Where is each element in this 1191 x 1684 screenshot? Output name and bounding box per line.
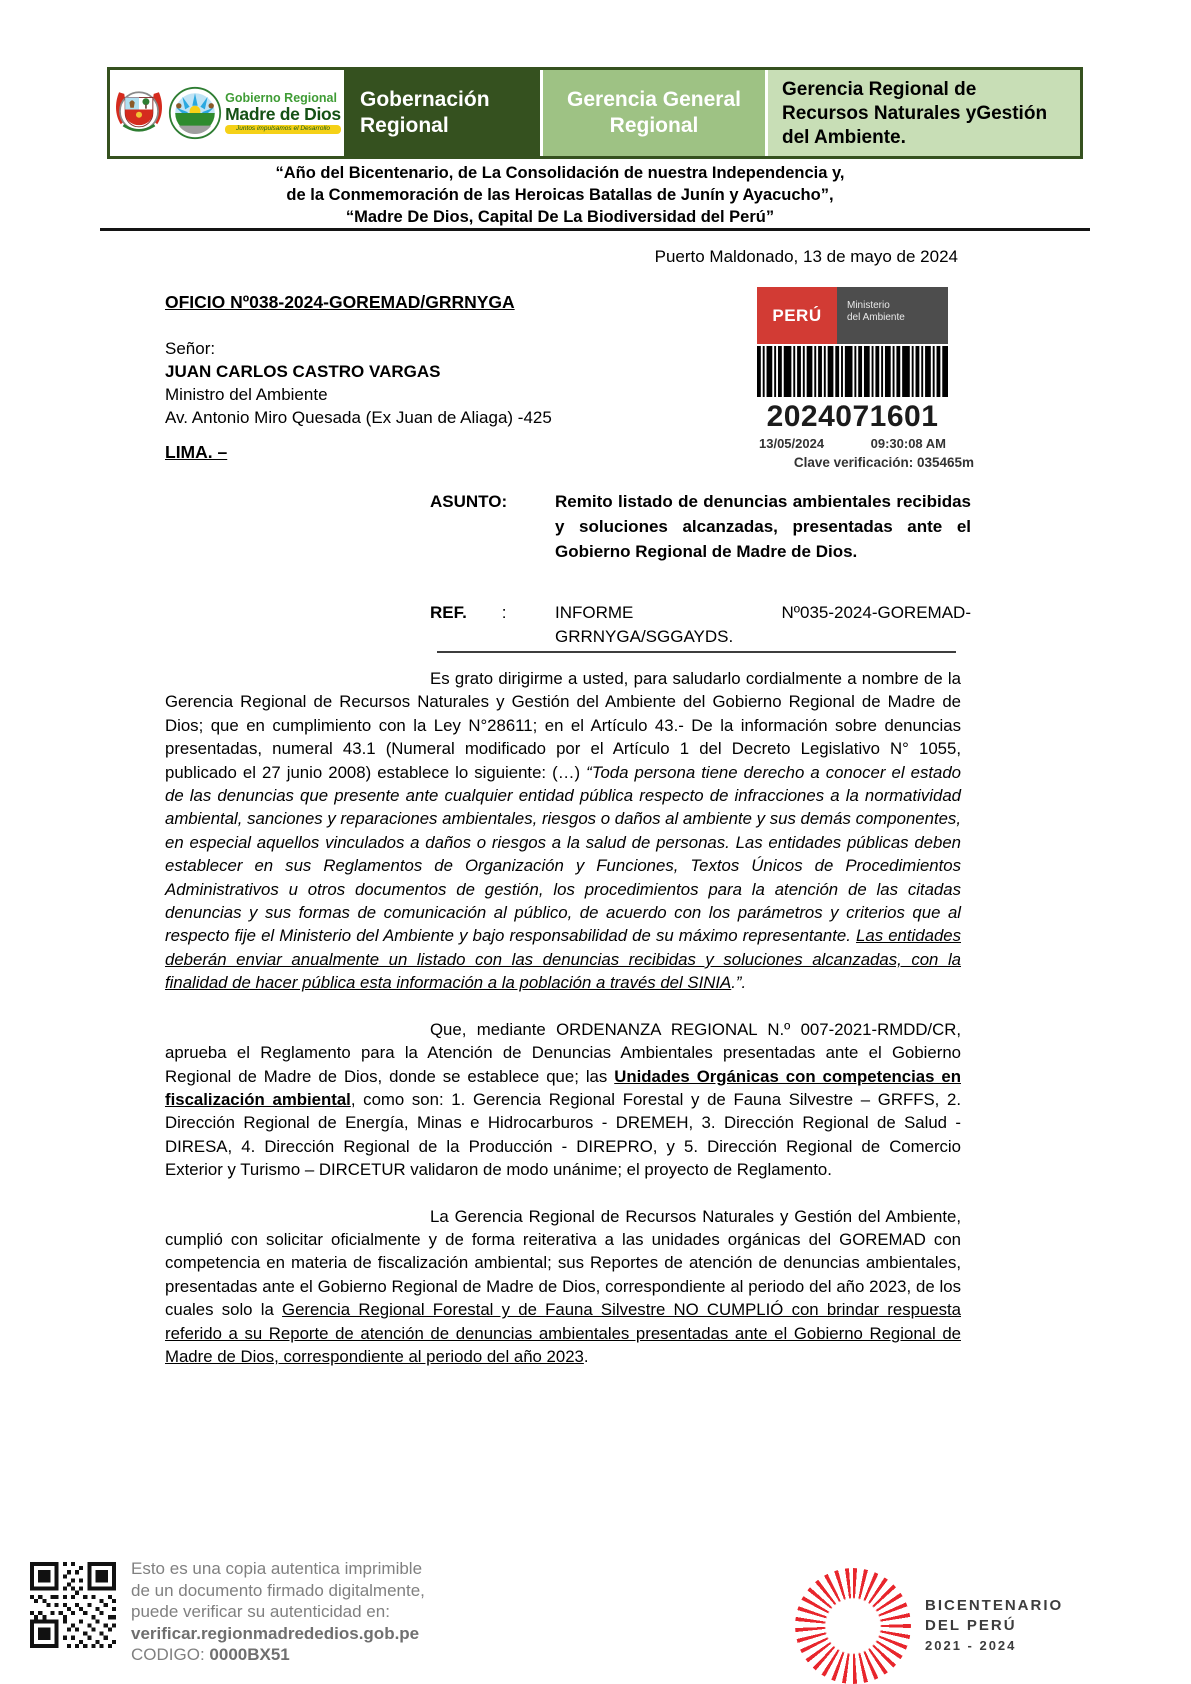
place-date: Puerto Maldonado, 13 de mayo de 2024	[654, 247, 958, 266]
subject-row	[430, 489, 971, 564]
stamp-datetime	[757, 436, 948, 451]
motto-line3: “Madre De Dios, Capital De La Biodiversidad del Perú”	[345, 208, 775, 226]
logo-org-line1: Gobierno Regional	[225, 90, 337, 105]
header-box-gerencia-rrnn: Gerencia Regional de Recursos Naturales yGestión del Ambiente.	[768, 70, 1080, 156]
recipient-name: JUAN CARLOS CASTRO VARGAS	[165, 362, 441, 381]
motto-line1: “Año del Bicentenario, de La Consolidación de nuestra Independencia y,	[275, 164, 845, 182]
stamp-date: 13/05/2024	[759, 436, 825, 451]
reference-line2: GRRNYGA/SGGAYDS.	[555, 627, 734, 646]
oficio-number: OFICIO Nº038-2024-GOREMAD/GRRNYGA	[165, 292, 515, 312]
p1-normal: Es grato dirigirme a usted, para saludarlo cordialmente a nombre de la Gerencia Regional de Recursos Naturales y Gestión del Ambiente del Gobierno Regional de Madre de Dios; que en cumplimiento con la Ley N°28611; en el Artículo 43.- De la información sobre denuncias presentadas, numeral 43.1 (Numeral modificado por el Artículo 1 del Decreto Legislativo N° 1055, publicado el 27 junio 2008) establece lo siguiente: (…)	[165, 669, 961, 782]
verification-code-line	[131, 1644, 425, 1666]
p3-tail: .	[583, 1346, 589, 1366]
authenticity-line3: puede verificar su autenticidad en:	[131, 1602, 390, 1621]
p1-quote-italic: “Toda persona tiene derecho a conocer el estado de las denuncias que presente ante cualquier entidad pública respecto de infracciones a la normatividad ambiental, sanciones y reparaciones ambientales, riesgos o daños al ambiente y sus demás componentes, en especial aquellos vinculados a daños o riesgos a la salud de personas. Las entidades públicas deben establecer en sus Reglamentos de Organización y Funciones, Textos Únicos de Procedimientos Administrativos u otros documentos de gestión, los procedimientos para la atención de las citadas denuncias y sus formas de comunicación al público, de acuerdo con los parámetros y criterios que al respecto fije el Ministerio del Ambiente y bajo responsabilidad de su máximo representante.	[165, 762, 962, 946]
header-box-gobernacion: Gobernación Regional	[344, 70, 540, 156]
paragraph-1	[165, 667, 961, 995]
regional-logo-text	[225, 92, 341, 134]
p2-normal2: , como son: 1. Gerencia Regional Forestal y de Fauna Silvestre – GRFFS, 2. Dirección Regional de Energía, Minas e Hidrocarburos - DREMEH, 3. Dirección Regional de Salud - DIRESA, 4. Dirección Regional de la Producción - DIREPRO, y 5. Dirección Regional de Comercio Exterior y Turismo – DIRCETUR validaron de modo unánime; el proyecto de Reglamento.	[165, 1089, 961, 1180]
peru-coat-of-arms-icon	[113, 85, 165, 141]
peru-brand-label: PERÚ	[757, 287, 837, 344]
logo-slogan-banner: Juntos impulsamos el Desarrollo	[225, 125, 341, 134]
header-divider	[100, 228, 1090, 231]
year-motto	[0, 162, 1120, 228]
stamp-time: 09:30:08 AM	[870, 436, 946, 451]
letter-body	[165, 667, 961, 1391]
subject-text: Remito listado de denuncias ambientales recibidas y soluciones alcanzadas, presentadas ante el Gobierno Regional de Madre de Dios.	[555, 492, 971, 561]
ministry-brand	[757, 287, 948, 344]
p1-quote-underlined: Las entidades deberán enviar anualmente un listado con las denuncias recibidas y soluciones alcanzadas, con la finalidad de hacer pública esta información a la población a través del SINIA	[165, 926, 961, 993]
madre-de-dios-emblem-icon	[168, 86, 222, 140]
code-value: 0000BX51	[209, 1645, 290, 1664]
p3-normal1: La Gerencia Regional de Recursos Naturales y Gestión del Ambiente, cumplió con solicitar oficialmente y de forma reiterativa a las unidades orgánicas del GOREMAD con competencia en materia de fiscalización ambiental; sus Reportes de atención de denuncias ambientales, presentadas ante el Gobierno Regional de Madre de Dios, correspondiente al periodo del año 2023, de los cuales solo la	[165, 1206, 961, 1320]
bicentenario-logo	[795, 1568, 1063, 1684]
recipient-block	[165, 337, 552, 429]
reference-label-cell	[430, 601, 555, 649]
header-box-gerencia-general: Gerencia General Regional	[543, 70, 765, 156]
verification-url: verificar.regionmadrededios.gob.pe	[131, 1623, 420, 1643]
reference-row	[430, 601, 971, 649]
authenticity-note	[131, 1558, 425, 1666]
p3-underlined: Gerencia Regional Forestal y de Fauna Silvestre NO CUMPLIÓ con brindar respuesta referido a su Reporte de atención de denuncias ambientales presentadas ante el Gobierno Regional de Madre de Dios, correspondiente al periodo del año 2023	[165, 1300, 961, 1366]
reference-word2: Nº035-2024-GOREMAD-	[781, 603, 971, 622]
authenticity-line2: de un documento firmado digitalmente,	[131, 1580, 425, 1600]
recipient-salutation: Señor:	[165, 339, 216, 358]
bicentenario-years: 2021 - 2024	[925, 1638, 1017, 1653]
recipient-city: LIMA. –	[165, 442, 228, 462]
motto-line2: de la Conmemoración de las Heroicas Batallas de Junín y Ayacucho”,	[286, 186, 834, 204]
reception-stamp	[757, 287, 974, 470]
reference-line1	[555, 601, 971, 625]
reference-text	[555, 601, 971, 649]
reference-colon: :	[501, 603, 507, 622]
reference-word1: INFORME	[555, 603, 634, 622]
qr-code-icon	[30, 1562, 116, 1648]
bicentenario-text	[925, 1596, 1063, 1656]
ministry-line2: del Ambiente	[847, 312, 905, 323]
code-label: CODIGO:	[131, 1645, 210, 1664]
bicentenario-sunburst-icon	[795, 1568, 911, 1684]
p2-normal1: Que, mediante ORDENANZA REGIONAL N.º 007-2021-RMDD/CR, aprueba el Reglamento para la Atención de Denuncias Ambientales presentadas ante el Gobierno Regional de Madre de Dios, donde se establece que; las	[165, 1019, 961, 1086]
paragraph-2	[165, 1018, 961, 1182]
reference-divider	[437, 651, 956, 653]
recipient-title: Ministro del Ambiente	[165, 385, 328, 404]
paragraph-3	[165, 1205, 961, 1369]
bicentenario-line2: DEL PERÚ	[925, 1617, 1017, 1634]
header-strip	[107, 67, 1083, 159]
ministry-line1: Ministerio	[847, 300, 890, 311]
p1-tail: .”.	[731, 973, 747, 993]
stamp-verification-key: Clave verificación: 035465m	[793, 455, 974, 470]
logo-org-line2: Madre de Dios	[225, 103, 341, 124]
stamp-tracking-number: 2024071601	[766, 400, 939, 433]
p2-bold-underlined: Unidades Orgánicas con competencias en fiscalización ambiental	[165, 1066, 961, 1109]
subject-label: ASUNTO:	[430, 492, 508, 511]
recipient-address: Av. Antonio Miro Quesada (Ex Juan de Aliaga) -425	[165, 408, 552, 427]
ministry-name	[837, 287, 948, 344]
regional-logo	[110, 70, 344, 156]
bicentenario-line1: BICENTENARIO	[925, 1597, 1064, 1614]
barcode-icon	[757, 346, 948, 397]
authenticity-line1: Esto es una copia autentica imprimible	[131, 1559, 423, 1578]
reference-label: REF.	[430, 603, 467, 622]
